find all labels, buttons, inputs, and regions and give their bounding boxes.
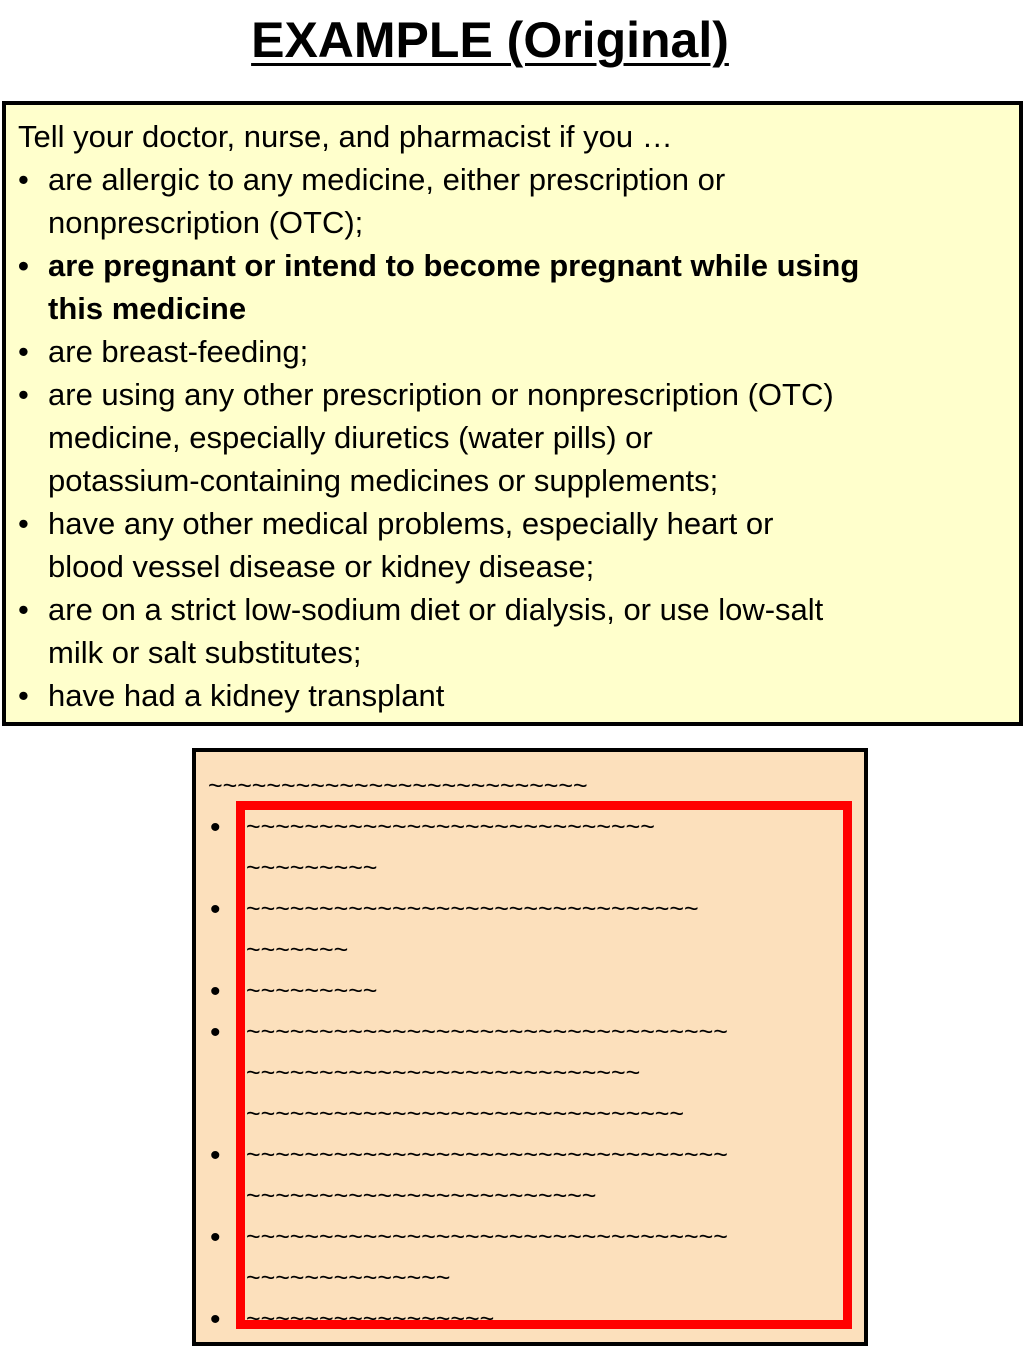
original-item-line: are on a strict low-sodium diet or dialysis, or use low-salt [48, 592, 824, 627]
bullet-icon: • [18, 248, 29, 283]
original-item-line: nonprescription (OTC); [48, 205, 364, 240]
original-item-line: potassium-containing medicines or supplements; [48, 463, 719, 498]
original-instructions-box [2, 101, 1023, 726]
bullet-icon: • [210, 811, 221, 844]
bullet-icon: • [18, 506, 29, 541]
placeholder-item [210, 971, 728, 1012]
original-item-line: have had a kidney transplant [48, 678, 445, 713]
placeholder-line: ~~~~~~~~~~~~~~ [246, 1264, 451, 1292]
placeholder-text-box [192, 748, 868, 1346]
placeholder-line: ~~~~~~~~~~~~~~~~~~~~~~~~~~~~~~~~~ [246, 1141, 728, 1169]
original-item-line: are using any other prescription or nonprescription (OTC) [48, 377, 834, 412]
placeholder-line: ~~~~~~~~~~~~~~~~~~~~~~~~~~~ [246, 1059, 641, 1087]
placeholder-item [210, 807, 728, 889]
placeholder-line: ~~~~~~~~~ [246, 854, 378, 882]
placeholder-line: ~~~~~~~~~~~~~~~~~ [246, 1305, 495, 1333]
original-item-medical-problems [18, 502, 859, 588]
page-title: EXAMPLE (Original) [251, 12, 729, 68]
placeholder-line: ~~~~~~~~~~~~~~~~~~~~~~~~~~~~ [246, 813, 655, 841]
original-item-line: medicine, especially diuretics (water pills) or [48, 420, 653, 455]
placeholder-item [210, 1135, 728, 1217]
original-item-diet [18, 588, 859, 674]
original-item-line: have any other medical problems, especially heart or [48, 506, 774, 541]
placeholder-line: ~~~~~~~~~~~~~~~~~~~~~~~~~~~~~~~~~ [246, 1223, 728, 1251]
bullet-icon: • [18, 162, 29, 197]
placeholder-item [210, 1217, 728, 1299]
bullet-icon: • [210, 1016, 221, 1049]
bullet-icon: • [18, 334, 29, 369]
placeholder-line: ~~~~~~~~~~~~~~~~~~~~~~~~~~~~~~ [246, 1100, 684, 1128]
bullet-icon: • [210, 975, 221, 1008]
placeholder-line: ~~~~~~~~~~~~~~~~~~~~~~~~ [246, 1182, 597, 1210]
placeholder-line: ~~~~~~~~~~~~~~~~~~~~~~~~~~~~~~~ [246, 895, 699, 923]
original-bullet-list [18, 158, 859, 717]
placeholder-line: ~~~~~~~ [246, 936, 349, 964]
placeholder-intro: ~~~~~~~~~~~~~~~~~~~~~~~~~~ [208, 772, 588, 800]
bullet-icon: • [210, 893, 221, 926]
original-item-line: this medicine [48, 291, 247, 326]
bullet-icon: • [210, 1221, 221, 1254]
original-item-line: are breast-feeding; [48, 334, 309, 369]
original-item-line: are allergic to any medicine, either prescription or [48, 162, 726, 197]
original-item-allergy [18, 158, 859, 244]
placeholder-item [210, 889, 728, 971]
original-item-pregnancy [18, 244, 859, 330]
placeholder-item [210, 1012, 728, 1135]
original-intro: Tell your doctor, nurse, and pharmacist if you … [18, 119, 673, 154]
bullet-icon: • [18, 678, 29, 713]
original-item-line: blood vessel disease or kidney disease; [48, 549, 595, 584]
original-item-line: milk or salt substitutes; [48, 635, 362, 670]
original-item-other-medicine [18, 373, 859, 502]
original-item-breastfeeding [18, 330, 859, 373]
placeholder-line: ~~~~~~~~~ [246, 977, 378, 1005]
placeholder-item [210, 1299, 728, 1340]
bullet-icon: • [210, 1139, 221, 1172]
placeholder-line: ~~~~~~~~~~~~~~~~~~~~~~~~~~~~~~~~~ [246, 1018, 728, 1046]
original-item-line: are pregnant or intend to become pregnant while using [48, 248, 860, 283]
placeholder-bullet-list [210, 807, 728, 1340]
bullet-icon: • [18, 377, 29, 412]
bullet-icon: • [18, 592, 29, 627]
bullet-icon: • [210, 1303, 221, 1336]
original-item-transplant [18, 674, 859, 717]
